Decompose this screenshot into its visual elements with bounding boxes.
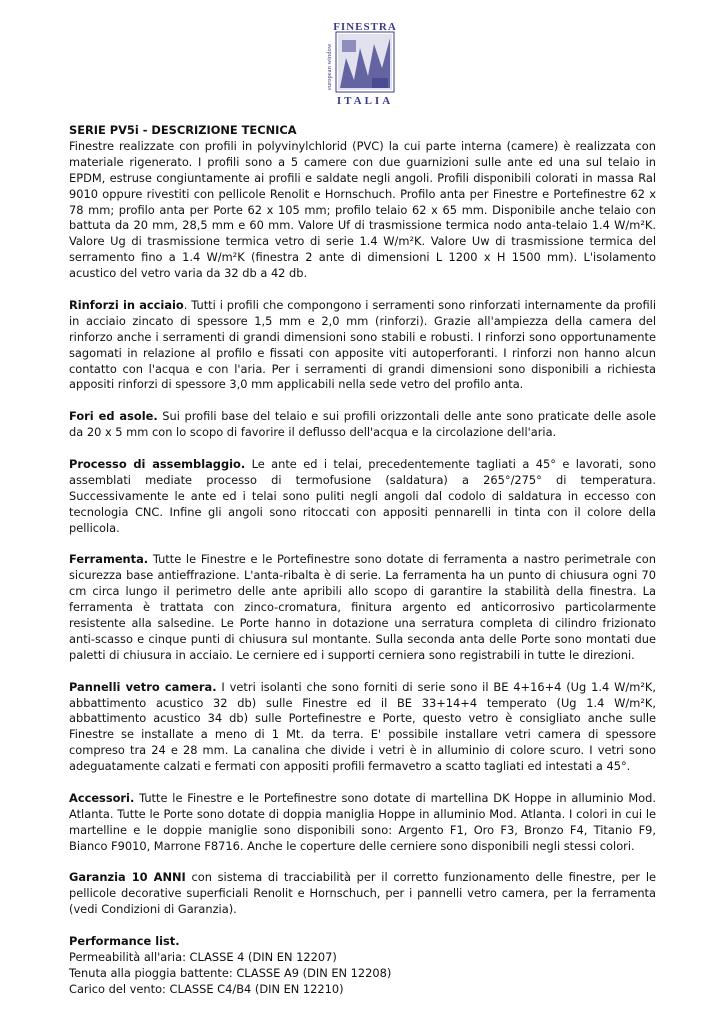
performance-list bbox=[69, 934, 656, 998]
section-text: con sistema di tracciabilità per il corretto funzionamento delle finestre, per le pellicole decorative superficiali Renolit e Hornschuch, per i pannelli vetro camera, per la ferramenta (vedi Condizioni di Garanzia). bbox=[69, 870, 656, 917]
section-accessori bbox=[69, 791, 656, 855]
section-garanzia bbox=[69, 870, 656, 918]
section-text: Sui profili base del telaio e sui profili orizzontali delle ante sono praticate delle asole da 20 x 5 mm con lo scopo di favorire il deflusso dell'acqua e la circolazione dell'aria. bbox=[69, 409, 656, 440]
section-lead: Pannelli vetro camera. bbox=[69, 679, 217, 694]
section-text: Le ante ed i telai, precedentemente tagliati a 45° e lavorati, sono assemblati mediate processo di termofusione (saldatura) a 265°/275° di temperatura. Successivamente le ante ed i telai sono puliti negli angoli dal codolo di saldatura in eccesso con tecnologia CNC. Infine gli angoli sono ritoccati con appositi pennarelli in tinta con il colore della pellicola. bbox=[69, 456, 656, 535]
section-fori bbox=[69, 409, 656, 441]
section-text: I vetri isolanti che sono forniti di serie sono il BE 4+16+4 (Ug 1.4 W/m²K, abbattimento acustico 32 db) sulle Finestre ed il BE 33+14+4 temperato (Ug 1.4 W/m²K, abbattimento acustico 34 db) sulle Portefinestre e Porte, questo vetro è consigliato anche sulle Finestre se installate a meno di 1 Mt. da terra. E' possibile installare vetri camera di spessore compreso tra 24 e 28 mm. La canalina che divide i vetri è in alluminio di colore scuro. I vetri sono adeguatamente calzati e fermati con appositi profili fermavetro a scatto tagliati ed intestati a 45°. bbox=[69, 679, 656, 774]
section-lead: Rinforzi in acciaio bbox=[69, 297, 184, 312]
intro-paragraph: Finestre realizzate con profili in polyvinylchlorid (PVC) la cui parte interna (camere) è realizzata con materiale rigenerato. I profili sono a 5 camere con due guarnizioni sulle ante ed una sul telaio in EPDM, estruse congiuntamente ai profili e saldate negli angoli. Profili disponibili colorati in massa Ral 9010 oppure rivestiti con pellicole Renolit e Hornschuch. Profilo anta per Finestre e Portefinestre 62 x 78 mm; profilo anta per Porte 62 x 105 mm; profilo telaio 62 x 65 mm. Disponibile anche telaio con battuta da 20 mm, 28,5 mm e 60 mm. Valore Uf di trasmissione termica nodo anta-telaio 1.4 W/m²K. Valore Ug di trasmissione termica vetro di serie 1.4 W/m²K. Valore Uw di trasmissione termica del serramento fino a 1.4 W/m²K (finestra 2 ante di dimensioni L 1200 x H 1500 mm). L'isolamento acustico del vetro varia da 32 db a 42 db. bbox=[69, 138, 656, 281]
section-lead: Garanzia 10 ANNI bbox=[69, 870, 186, 885]
logo-tagline: european window bbox=[326, 43, 333, 90]
section-lead: Ferramenta. bbox=[69, 552, 149, 567]
performance-title: Performance list. bbox=[69, 934, 180, 949]
performance-item: Carico del vento: CLASSE C4/B4 (DIN EN 12210) bbox=[69, 981, 344, 996]
logo-subbrand: ITALIA bbox=[336, 95, 394, 107]
document-body bbox=[69, 123, 656, 998]
section-processo bbox=[69, 457, 656, 537]
section-lead: Fori ed asole. bbox=[69, 409, 158, 424]
section-ferramenta bbox=[69, 552, 656, 663]
section-text: Tutte le Finestre e le Portefinestre sono dotate di martellina DK Hoppe in alluminio Mod. Atlanta. Tutte le Porte sono dotate di doppia maniglia Hoppe in alluminio Mod. Atlanta. I colori in cui le martelline e le doppie maniglie sono disponibili sono: Argento F1, Oro F3, Bronzo F4, Titanio F9, Bianco F9010, Marrone F8716. Anche le coperture delle cerniere sono disponibili negli stessi colori. bbox=[69, 790, 656, 853]
performance-item: Permeabilità all'aria: CLASSE 4 (DIN EN 12207) bbox=[69, 950, 337, 964]
section-lead: Accessori. bbox=[69, 790, 135, 805]
document-title: SERIE PV5i - DESCRIZIONE TECNICA bbox=[69, 123, 297, 137]
performance-item: Tenuta alla pioggia battente: CLASSE A9 (DIN EN 12208) bbox=[69, 965, 392, 980]
finestra-italia-logo bbox=[316, 18, 408, 110]
section-text: . Tutti i profili che compongono i serramenti sono rinforzati internamente da profili in acciaio zincato di spessore 1,5 mm e 2,0 mm (rinforzi). Grazie all'ampiezza della camera del rinforzo anche i serramenti di grandi dimensioni sono stabili e robusti. I rinforzi sono opportunamente sagomati in relazione al profilo e fissati con apposite viti autoperforanti. I rinforzi non hanno alcun contatto con l'acqua e con l'aria. Per i serramenti di grandi dimensioni sono disponibili a richiesta appositi rinforzi di spessore 3,0 mm applicabili nella sede vetro del profilo anta. bbox=[69, 297, 656, 392]
section-text: Tutte le Finestre e le Portefinestre sono dotate di ferramenta a nastro perimetrale con sicurezza base antieffrazione. L'anta-ribalta è di serie. La ferramenta ha un punto di chiusura ogni 70 cm circa lungo il perimetro delle ante apribili allo scopo di garantire la stabilità della finestra. La ferramenta è trattata con zinco-cromatura, finitura argento ed anticorrosivo particolarmente resistente alla salsedine. Le Porte hanno in dotazione una serratura completa di cilindro frizionato anti-scasso e cinque punti di chiusura sul montante. Sulla seconda anta delle Porte sono montati due paletti di chiusura in acciaio. Le cerniere ed i supporti cerniera sono registrabili in tutte le direzioni. bbox=[69, 552, 656, 662]
section-rinforzi bbox=[69, 298, 656, 393]
logo-graphic bbox=[316, 18, 408, 110]
section-pannelli bbox=[69, 680, 656, 775]
section-lead: Processo di assemblaggio. bbox=[69, 456, 246, 471]
logo-brand: FINESTRA bbox=[333, 21, 397, 33]
